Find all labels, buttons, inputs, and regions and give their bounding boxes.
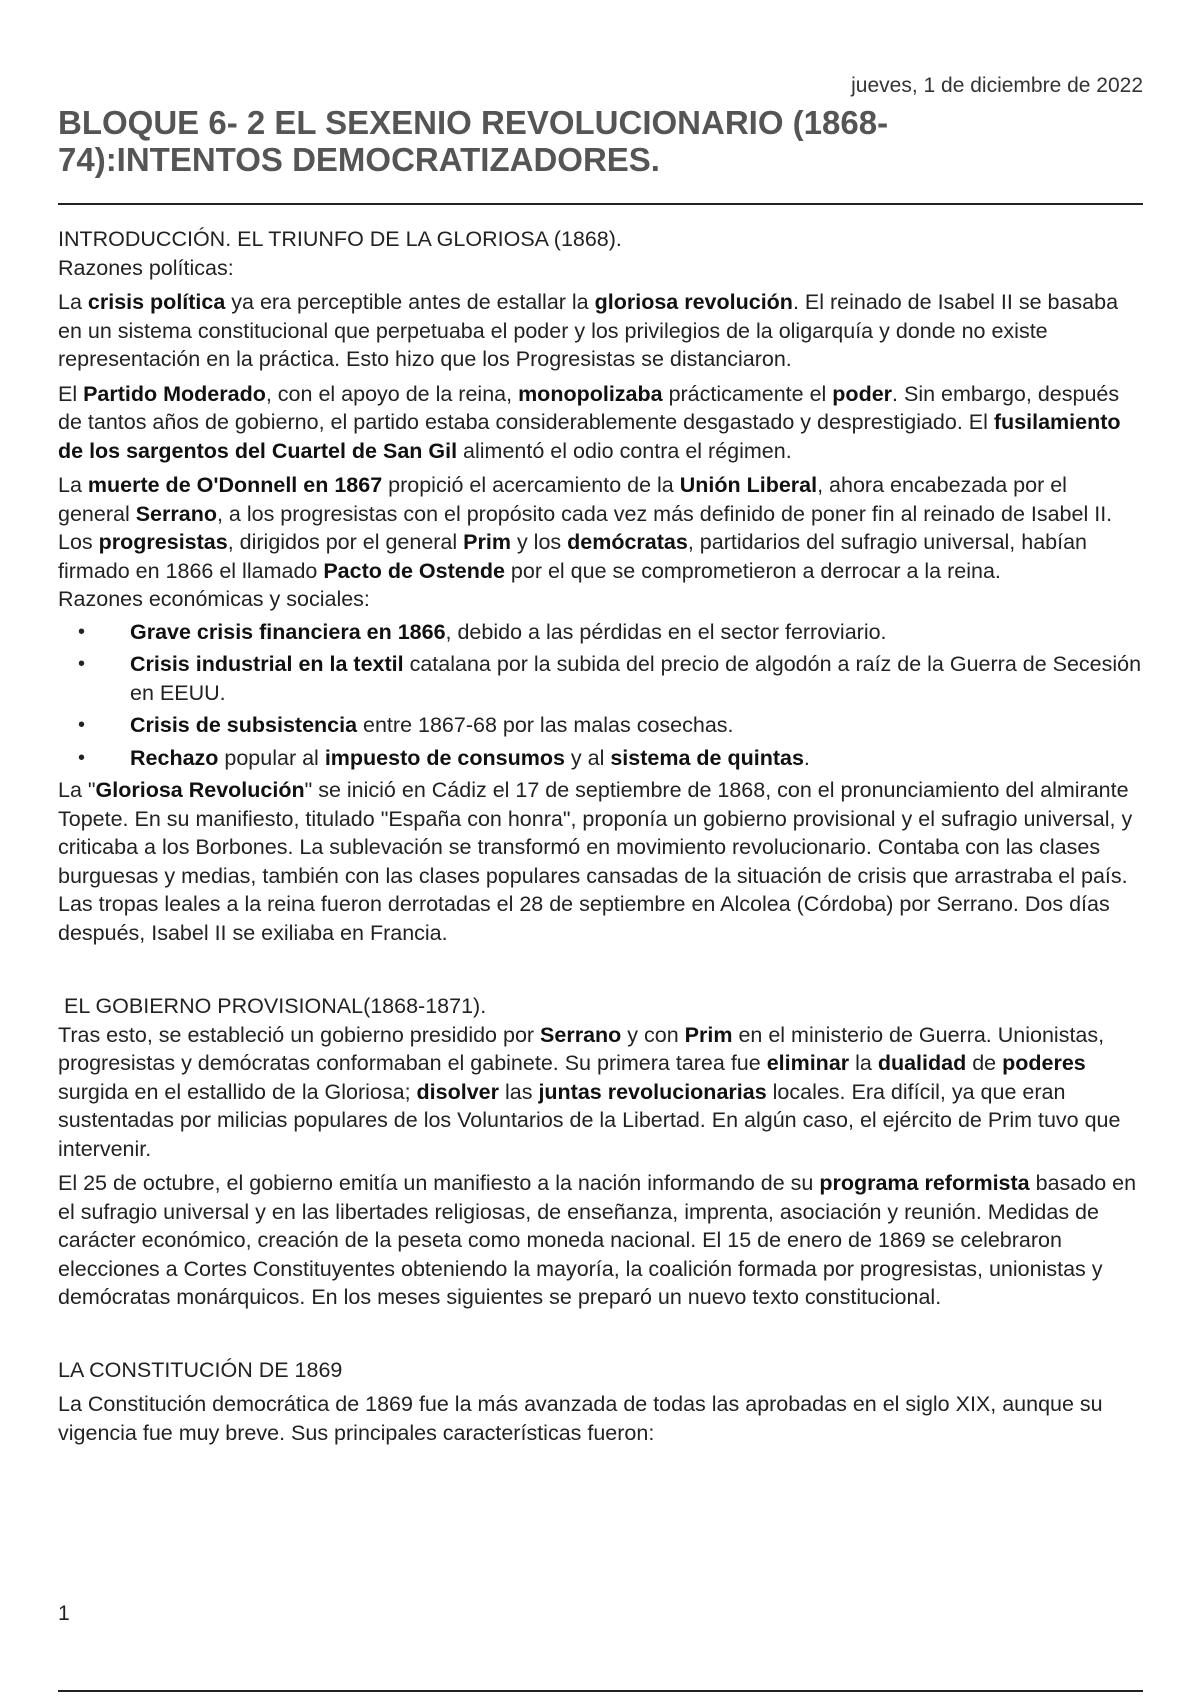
- document-date: jueves, 1 de diciembre de 2022: [851, 74, 1143, 97]
- list-item: [58, 744, 1143, 773]
- bold-term: Serrano: [135, 501, 217, 526]
- bold-term: Gloriosa Revolución: [95, 778, 305, 802]
- subheading-economic-reasons: Razones económicas y sociales:: [58, 587, 370, 611]
- bullet-icon: •: [78, 653, 86, 675]
- bold-term: impuesto de consumos: [324, 745, 565, 770]
- paragraph: El 25 de octubre, el gobierno emitía un manifiesto a la nación informando de su programa reformista basado en el sufragio universal y en las libertades religiosas, de enseñanza, imprenta, asociación y reunión. Medidas de carácter económico, creación de la peseta como moneda nacional. El 15 de enero de 1869 se celebraron elecciones a Cortes Constituyentes obteniendo la mayoría, la coalición formada por progresistas, unionistas y demócratas monárquicos. En los meses siguientes se preparó un nuevo texto constitucional.: [58, 1171, 1137, 1309]
- subheading-political-reasons: Razones políticas:: [58, 255, 234, 280]
- paragraph: La crisis política ya era perceptible antes de estallar la gloriosa revolución. El reinado de Isabel II se basaba en un sistema constitucional que perpetuaba el poder y los privilegios de la oligarquía y donde no existe representación en la práctica. Esto hizo que los Progresistas se distanciaron.: [58, 290, 1119, 371]
- bullet-icon: •: [78, 714, 86, 736]
- bold-term: programa reformista: [819, 1171, 1030, 1195]
- page-number: 1: [58, 1602, 70, 1625]
- bold-term: gloriosa revolución: [594, 290, 793, 314]
- section-heading-provisional-government: EL GOBIERNO PROVISIONAL(1868-1871).: [58, 994, 487, 1018]
- list-item: [58, 711, 1143, 740]
- paragraph: La muerte de O'Donnell en 1867 propició el acercamiento de la Unión Liberal, ahora encabezada por el general Serrano, a los progresistas con el propósito cada vez más definido de poner fin al reinado de Isabel II. Los progresistas, dirigidos por el general Prim y los demócratas, partidarios del sufragio universal, habían firmado en 1866 el llamado Pacto de Ostende por el que se comprometieron a derrocar a la reina.: [58, 473, 1113, 583]
- bold-term: demócratas: [567, 530, 688, 554]
- bold-term: Pacto de Ostende: [323, 558, 505, 583]
- list-item: [58, 618, 1143, 647]
- paragraph: Tras esto, se estableció un gobierno presidido por Serrano y con Prim en el ministerio de Guerra. Unionistas, progresistas y demócratas conformaban el gabinete. Su primera tarea fue eliminar la dualidad de poderes surgida en el estallido de la Gloriosa; disolver las juntas revolucionarias locales. Era difícil, ya que eran sustentadas por milicias populares de los Voluntarios de la Libertad. En algún caso, el ejército de Prim tuvo que intervenir.: [58, 1022, 1121, 1161]
- list-item: [58, 650, 1143, 707]
- bold-term: sistema de quintas: [610, 745, 804, 770]
- bullet-icon: •: [78, 746, 86, 769]
- footer-divider: [58, 1690, 1143, 1692]
- bold-term: Rechazo: [130, 745, 219, 770]
- bold-term: Prim: [684, 1022, 733, 1047]
- bold-term: muerte de O'Donnell en 1867: [87, 473, 383, 497]
- section-heading-constitution-1869: LA CONSTITUCIÓN DE 1869: [58, 1357, 343, 1382]
- bold-term: juntas revolucionarias: [538, 1079, 767, 1104]
- paragraph: La "Gloriosa Revolución" se inició en Cádiz el 17 de septiembre de 1868, con el pronunciamiento del almirante Topete. En su manifiesto, titulado "España con honra", proponía un gobierno provisional y el sufragio universal, y criticaba a los Borbones. La sublevación se transformó en movimiento revolucionario. Contaba con las clases burguesas y medias, también con las clases populares cansadas de la situación de crisis que arrastraba el país. Las tropas leales a la reina fueron derrotadas el 28 de septiembre en Alcolea (Córdoba) por Serrano. Dos días después, Isabel II se exiliaba en Francia.: [58, 778, 1133, 945]
- bold-term: poderes: [1002, 1051, 1086, 1075]
- bold-term: Grave crisis financiera en 1866: [130, 619, 446, 644]
- bold-term: monopolizaba: [518, 381, 663, 406]
- section-heading-intro: INTRODUCCIÓN. EL TRIUNFO DE LA GLORIOSA (1868).: [58, 227, 622, 251]
- document-title: BLOQUE 6- 2 EL SEXENIO REVOLUCIONARIO (1868-74):INTENTOS DEMOCRATIZADORES.: [58, 104, 889, 178]
- bold-term: Serrano: [540, 1022, 622, 1047]
- bold-term: poder: [832, 381, 893, 406]
- bold-term: Prim: [463, 530, 511, 554]
- bullet-icon: •: [78, 620, 86, 643]
- bold-term: disolver: [416, 1079, 499, 1104]
- bold-term: fusilamiento de los sargentos del Cuartel de San Gil: [58, 410, 1121, 463]
- bold-term: Crisis de subsistencia: [130, 713, 358, 737]
- list-item-text: Grave crisis financiera en 1866, debido a las pérdidas en el sector ferroviario.: [130, 619, 887, 644]
- list-item-text: Crisis industrial en la textil catalana por la subida del precio de algodón a raíz de la Guerra de Secesión en EEUU.: [130, 652, 1142, 705]
- bold-term: Partido Moderado: [83, 381, 266, 406]
- bold-term: eliminar: [766, 1051, 850, 1075]
- economic-reasons-list: [58, 618, 1143, 773]
- list-item-text: Crisis de subsistencia entre 1867-68 por las malas cosechas.: [130, 713, 734, 737]
- bold-term: progresistas: [98, 530, 228, 554]
- bold-term: crisis política: [87, 290, 226, 314]
- bold-term: Crisis industrial en la textil: [130, 652, 404, 676]
- paragraph: La Constitución democrática de 1869 fue la más avanzada de todas las aprobadas en el siglo XIX, aunque su vigencia fue muy breve. Sus principales características fueron:: [58, 1392, 1103, 1445]
- document-body: [58, 225, 1143, 1447]
- bold-term: dualidad: [877, 1051, 967, 1075]
- paragraph: El Partido Moderado, con el apoyo de la reina, monopolizaba prácticamente el poder. Sin embargo, después de tantos años de gobierno, el partido estaba considerablemente desgastado y desprestigiado. El fusilamiento de los sargentos del Cuartel de San Gil alimentó el odio contra el régimen.: [58, 381, 1121, 463]
- title-divider: [58, 203, 1143, 205]
- bold-term: Unión Liberal: [679, 473, 818, 497]
- list-item-text: Rechazo popular al impuesto de consumos y al sistema de quintas.: [130, 745, 810, 770]
